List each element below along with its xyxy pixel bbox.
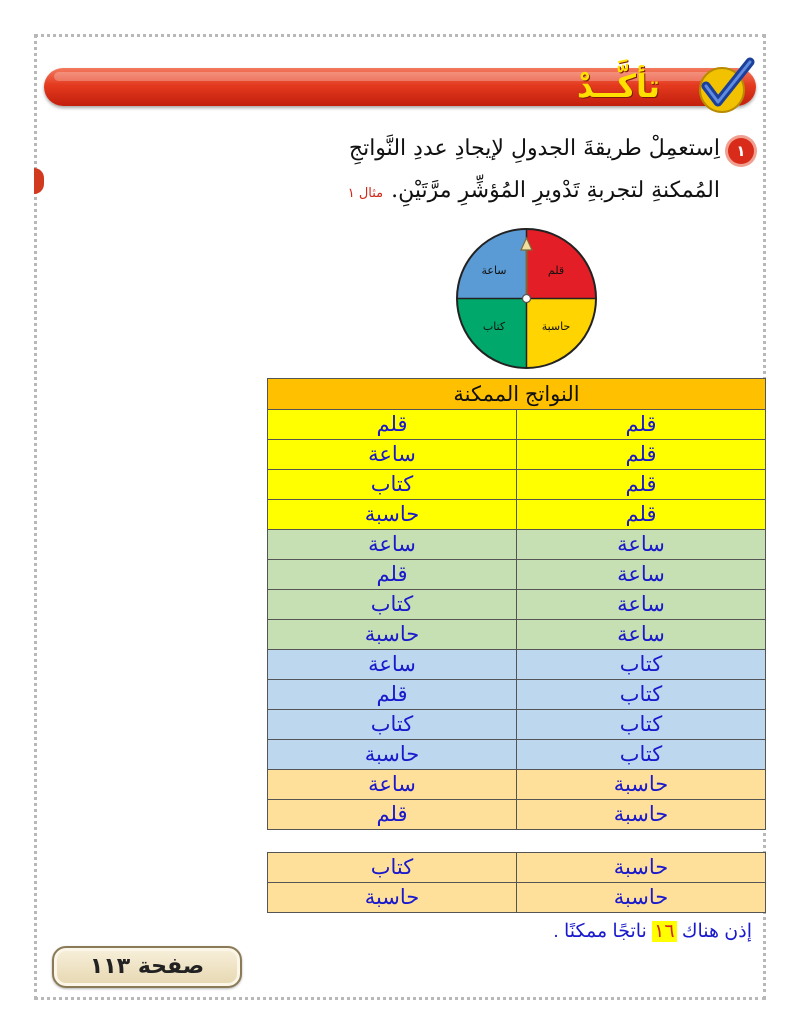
table-row bbox=[268, 710, 766, 740]
table-header: النواتج الممكنة bbox=[268, 379, 766, 410]
first-spin-cell: كتاب bbox=[517, 650, 766, 680]
first-spin-cell: قلم bbox=[517, 500, 766, 530]
outcomes-table-body bbox=[268, 410, 766, 830]
question-text-line-2 bbox=[348, 178, 720, 203]
table-row bbox=[268, 800, 766, 830]
second-spin-cell: حاسبة bbox=[268, 883, 517, 913]
second-spin-cell: قلم bbox=[268, 800, 517, 830]
first-spin-cell: ساعة bbox=[517, 590, 766, 620]
conclusion-before: إذن هناك bbox=[681, 921, 752, 942]
table-row bbox=[268, 560, 766, 590]
table-row bbox=[268, 883, 766, 913]
table-row bbox=[268, 853, 766, 883]
page-number-box: صفحة ١١٣ bbox=[52, 946, 242, 988]
second-spin-cell: ساعة bbox=[268, 770, 517, 800]
example-reference: مثال ١ bbox=[347, 186, 384, 201]
spinner-diagram bbox=[454, 226, 599, 371]
table-row bbox=[268, 470, 766, 500]
second-spin-cell: كتاب bbox=[268, 710, 517, 740]
second-spin-cell: حاسبة bbox=[268, 620, 517, 650]
first-spin-cell: ساعة bbox=[517, 560, 766, 590]
section-banner bbox=[44, 68, 756, 106]
second-spin-cell: كتاب bbox=[268, 470, 517, 500]
first-spin-cell: قلم bbox=[517, 410, 766, 440]
second-spin-cell: ساعة bbox=[268, 530, 517, 560]
checkmark-icon bbox=[692, 56, 758, 116]
first-spin-cell: ساعة bbox=[517, 530, 766, 560]
second-spin-cell: ساعة bbox=[268, 440, 517, 470]
second-spin-cell: قلم bbox=[268, 680, 517, 710]
spinner-label-clock: ساعة bbox=[481, 264, 507, 277]
second-spin-cell: حاسبة bbox=[268, 500, 517, 530]
first-spin-cell: حاسبة bbox=[517, 800, 766, 830]
second-spin-cell: حاسبة bbox=[268, 740, 517, 770]
second-spin-cell: قلم bbox=[268, 410, 517, 440]
second-spin-cell: ساعة bbox=[268, 650, 517, 680]
first-spin-cell: ساعة bbox=[517, 620, 766, 650]
outcomes-table-continued-body bbox=[268, 853, 766, 913]
table-row bbox=[268, 530, 766, 560]
question-text-line-2-text: المُمكنةِ لتجربةِ تَدْويرِ المُؤشِّرِ مرَّتَيْنِ. bbox=[391, 178, 720, 203]
outcome-count: ١٦ bbox=[654, 921, 675, 942]
first-spin-cell: حاسبة bbox=[517, 883, 766, 913]
table-row bbox=[268, 680, 766, 710]
conclusion-after: ناتجًا ممكنًا . bbox=[553, 921, 647, 942]
first-spin-cell: كتاب bbox=[517, 710, 766, 740]
conclusion-text bbox=[532, 920, 752, 943]
first-spin-cell: حاسبة bbox=[517, 853, 766, 883]
question-number-badge: ١ bbox=[728, 138, 754, 164]
second-spin-cell: كتاب bbox=[268, 853, 517, 883]
outcomes-table-continued bbox=[267, 852, 766, 913]
first-spin-cell: كتاب bbox=[517, 680, 766, 710]
first-spin-cell: حاسبة bbox=[517, 770, 766, 800]
section-title: تأكَّــدْ bbox=[577, 67, 660, 105]
outcomes-table bbox=[267, 378, 766, 830]
table-row bbox=[268, 500, 766, 530]
table-row bbox=[268, 770, 766, 800]
spinner-label-pen: قلم bbox=[547, 264, 565, 277]
table-row bbox=[268, 440, 766, 470]
table-header-row bbox=[268, 379, 766, 410]
table-row bbox=[268, 410, 766, 440]
table-row bbox=[268, 590, 766, 620]
second-spin-cell: كتاب bbox=[268, 590, 517, 620]
question-text-line-1: اِستعمِلْ طريقةَ الجدولِ لإيجادِ عددِ النَّواتجِ bbox=[348, 136, 720, 161]
first-spin-cell: كتاب bbox=[517, 740, 766, 770]
table-row bbox=[268, 740, 766, 770]
table-row bbox=[268, 620, 766, 650]
spinner-label-book: كتاب bbox=[482, 320, 506, 333]
first-spin-cell: قلم bbox=[517, 440, 766, 470]
second-spin-cell: قلم bbox=[268, 560, 517, 590]
first-spin-cell: قلم bbox=[517, 470, 766, 500]
spinner-label-calculator: حاسبة bbox=[541, 320, 571, 333]
table-row bbox=[268, 650, 766, 680]
